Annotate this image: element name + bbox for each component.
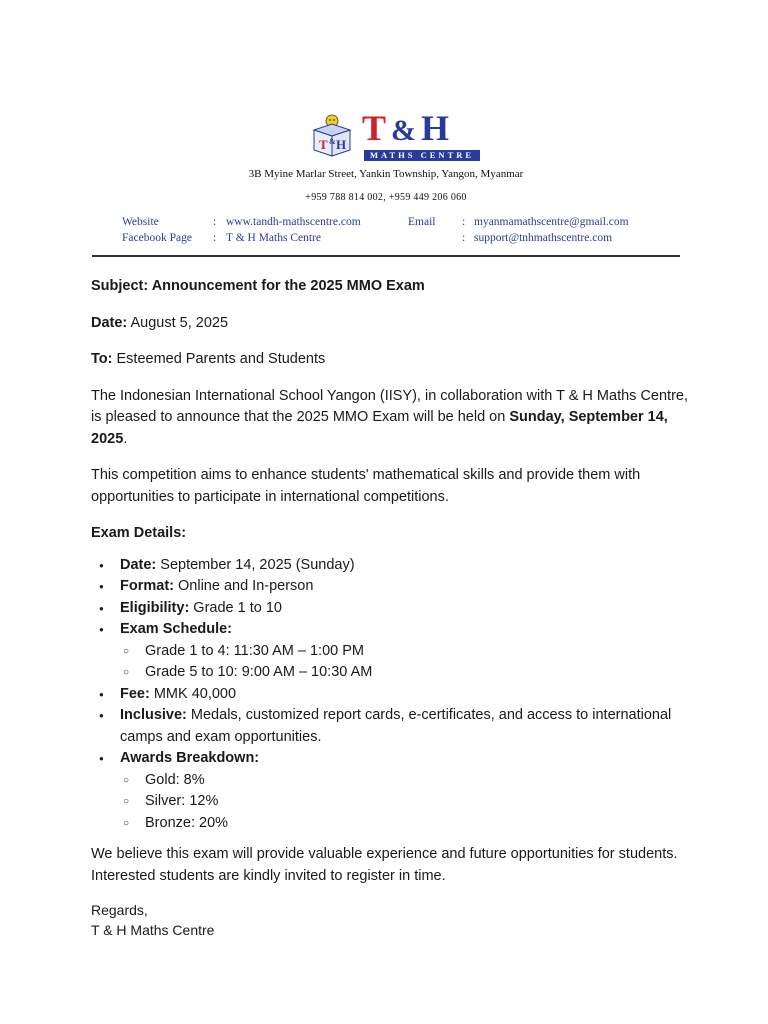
closing-paragraph: We believe this exam will provide valuable experience and future opportunities for students. Interested students are kindly invited to register in time.: [91, 846, 678, 884]
email-link-support[interactable]: support@tnhmathscentre.com: [474, 232, 613, 244]
details-heading: Exam Details:: [91, 525, 187, 541]
intro-paragraph: The Indonesian International School Yangon (IISY), in collaboration with T & H Maths Centre, is pleased to announce that the 2025 MMO Exam will be held on Sunday, September 14, 2025.: [91, 387, 688, 447]
detail-format: ● Format: Online and In-person: [91, 576, 691, 598]
awards-list: [120, 770, 691, 835]
signature: T & H Maths Centre: [91, 921, 215, 938]
detail-awards: ● Awards Breakdown: ○ Gold: 8% ○ Silver: 12% ○ Bronze: 20%: [91, 748, 691, 834]
regards: Regards, T & H Maths Centre: [91, 902, 215, 938]
letterhead-divider: [92, 255, 680, 257]
aim-paragraph: This competition aims to enhance students' mathematical skills and provide them with opportunities to participate in international competitions.: [91, 467, 641, 505]
subject-line: Subject: Announcement for the 2025 MMO Exam: [91, 278, 425, 294]
phone-numbers: +959 788 814 002, +959 449 206 060: [305, 192, 467, 203]
svg-text:T: T: [319, 137, 328, 152]
letterhead: [92, 98, 680, 256]
date-line: Date: August 5, 2025: [91, 314, 229, 331]
schedule-item: ○ Grade 5 to 10: 9:00 AM – 10:30 AM: [120, 662, 691, 684]
brand-title: T & H: [362, 108, 451, 148]
detail-fee: ● Fee: MMK 40,000: [91, 684, 691, 706]
svg-text:&: &: [329, 137, 336, 146]
schedule-list: [120, 641, 691, 684]
schedule-item: ○ Grade 1 to 4: 11:30 AM – 1:00 PM: [120, 641, 691, 663]
email-link-primary[interactable]: myanmamathscentre@gmail.com: [474, 216, 629, 228]
colon: :: [462, 232, 466, 244]
email-label: Email: [408, 216, 436, 228]
detail-eligibility: ● Eligibility: Grade 1 to 10: [91, 598, 691, 620]
website-label: Website: [122, 216, 159, 228]
exam-details-list: [91, 555, 691, 835]
colon: :: [462, 216, 466, 228]
colon: :: [213, 232, 217, 244]
svg-text:H: H: [336, 137, 347, 152]
facebook-label: Facebook Page: [122, 232, 192, 244]
cube-logo-icon: [310, 114, 354, 158]
recipient-line: To: Esteemed Parents and Students: [91, 351, 326, 367]
detail-date: ● Date: September 14, 2025 (Sunday): [91, 555, 691, 577]
award-item: ○ Gold: 8%: [120, 770, 691, 792]
letter-body: [91, 276, 691, 940]
detail-schedule: ● Exam Schedule: ○ Grade 1 to 4: 11:30 AM – 1:00 PM ○ Grade 5 to 10: 9:00 AM – 10:30 AM: [91, 619, 691, 684]
brand-subtitle: MATHS CENTRE: [364, 150, 480, 161]
website-link[interactable]: www.tandh-mathscentre.com: [226, 216, 361, 228]
facebook-link[interactable]: T & H Maths Centre: [226, 232, 321, 244]
award-item: ○ Silver: 12%: [120, 791, 691, 813]
logo: [310, 108, 510, 160]
address: 3B Myine Marlar Street, Yankin Township, Yangon, Myanmar: [248, 168, 524, 180]
colon: :: [213, 216, 217, 228]
award-item: ○ Bronze: 20%: [120, 813, 691, 835]
detail-inclusive: ● Inclusive: Medals, customized report cards, e-certificates, and access to international camps and exam opportunities.: [91, 705, 691, 748]
